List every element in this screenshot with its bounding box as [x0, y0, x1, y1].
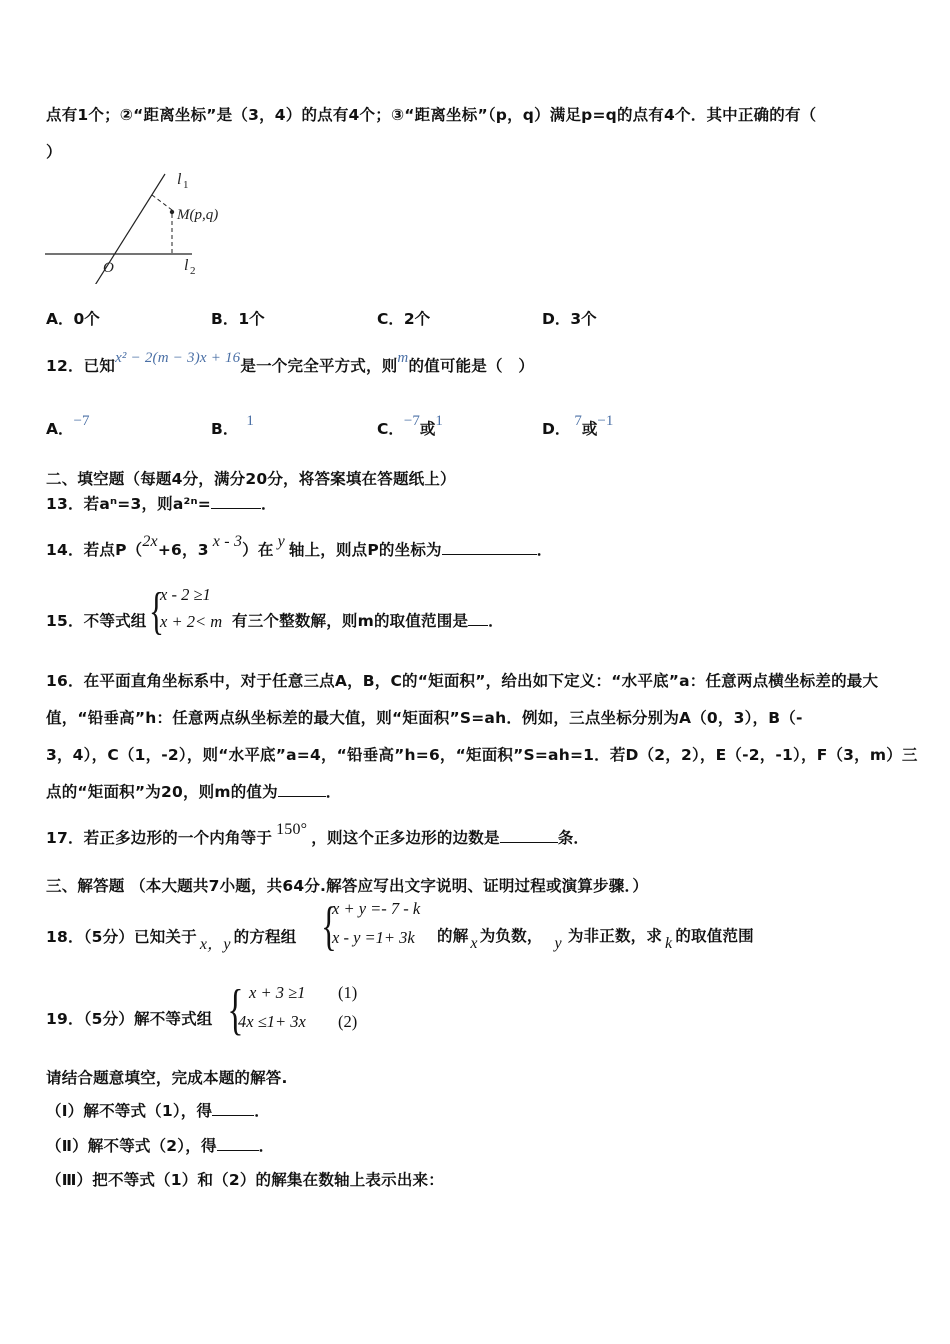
q11-option-b[interactable]: B．1个: [211, 310, 265, 328]
dashed-perp-l1: [152, 195, 172, 210]
q19-row1: x + 3 ≥1: [249, 983, 306, 1002]
q14-mid: +6，3: [157, 541, 209, 559]
q12-option-a-label: A．: [46, 420, 74, 438]
q17-end: 条．: [557, 829, 590, 847]
q17-angle: 150°: [276, 821, 308, 838]
point-m: [170, 210, 174, 214]
q19-step1-end: ．: [254, 1102, 270, 1120]
label-point-m: M(p,q): [177, 207, 219, 223]
q11-option-d[interactable]: D．3个: [542, 310, 597, 328]
q14: [46, 533, 553, 560]
q12-option-c-or: 或: [419, 420, 436, 438]
q19-step2-text: （Ⅱ）解不等式（2），得: [46, 1137, 217, 1155]
section3-title: 三、解答题 （本大题共7小题，共64分.解答应写出文字说明、证明过程或演算步骤．）: [46, 877, 649, 895]
q17-prefix: 17．若正多边形的一个内角等于: [46, 829, 273, 847]
q18-brace: {: [321, 896, 337, 956]
label-l1-sub: 1: [183, 179, 189, 191]
q11-option-c[interactable]: C．2个: [377, 310, 431, 328]
label-origin: O: [103, 260, 114, 276]
q13-end: ．: [260, 495, 277, 513]
section2-title: 二、填空题（每题4分，满分20分，将答案填在答题纸上）: [46, 470, 456, 488]
q14-suffix: 轴上，则点P的坐标为: [288, 541, 442, 559]
q12-option-b[interactable]: [211, 413, 254, 439]
q19-step2: [46, 1134, 274, 1156]
q19-step3: （Ⅲ）把不等式（1）和（2）的解集在数轴上表示出来：: [46, 1171, 444, 1189]
q19-row2: 4x ≤1+ 3x: [238, 1012, 306, 1031]
q12-option-c-value2: 1: [435, 413, 443, 429]
q16-line2: 值，“铅垂高”h：任意两点纵坐标差的最大值，则“矩面积”S=ah．例如，三点坐标分别为A（0，3），B（-: [46, 709, 803, 727]
q12-option-c-value1: −7: [403, 413, 420, 429]
q19-step2-end: ．: [258, 1137, 275, 1155]
q16-line4: [46, 780, 342, 802]
q18-vk: k: [665, 935, 673, 952]
q12-option-b-label: B．: [211, 420, 239, 438]
q13-text: 13．若aⁿ=3，则a²ⁿ=: [46, 495, 211, 513]
q16-end: ．: [325, 783, 342, 801]
q12-option-d-or: 或: [581, 420, 598, 438]
label-l2: l: [184, 257, 189, 274]
q17-suffix: ，则这个正多边形的边数是: [311, 829, 500, 847]
q14-axis: y: [277, 533, 285, 550]
q14-exponent1: 2x: [142, 533, 158, 550]
q18-vy: y: [554, 935, 562, 952]
q18-mid: 的方程组: [233, 928, 297, 946]
q18-prefix-line: [46, 924, 297, 953]
q19-prefix: 19．（5分）解不等式组: [46, 1010, 213, 1028]
q14-answer-blank[interactable]: [442, 540, 537, 555]
q12-middle: 是一个完全平方式，则: [240, 357, 398, 375]
q18-after1: 的解: [437, 927, 469, 945]
q12-var: m: [397, 350, 409, 366]
q14-prefix: 14．若点P（: [46, 541, 143, 559]
q12-suffix: 的值可能是（ ）: [408, 357, 535, 375]
q11-line2: ）: [46, 143, 62, 161]
q15-suffix: 有三个整数解，则m的取值范围是: [232, 612, 469, 630]
q15-answer-blank[interactable]: [468, 611, 488, 626]
q18-vars: x，y: [199, 936, 231, 953]
q16-line3: 3，4），C（1，-2），则“水平底”a=4，“铅垂高”h=6，“矩面积”S=ah=1．若D（2，2），E（-2，-1），F（3，m）三: [46, 746, 918, 764]
q18-vx: x: [470, 935, 478, 952]
q15-end: ．: [488, 612, 504, 630]
q12-option-a-value: −7: [73, 413, 90, 429]
q15-tail: [232, 609, 504, 631]
q17: [46, 821, 590, 848]
q17-answer-blank[interactable]: [500, 828, 558, 843]
q11-option-a[interactable]: A．0个: [46, 310, 100, 328]
q12-option-b-value: 1: [246, 413, 254, 429]
q18-row1: x + y =- 7 - k: [332, 899, 421, 918]
q15-row2: x + 2< m: [160, 612, 223, 631]
q14-after: ）在: [242, 541, 274, 559]
q19-step2-blank[interactable]: [217, 1136, 259, 1151]
q14-exponent2: x - 3: [212, 533, 243, 550]
q12-stem: [46, 350, 535, 376]
q12-option-a[interactable]: [46, 413, 90, 439]
q15-brace: {: [148, 583, 164, 640]
q18-after4: 的取值范围: [675, 927, 754, 945]
q19-step1: [46, 1099, 270, 1121]
q11-line1: 点有1个；②“距离坐标”是（3，4）的点有4个；③“距离坐标”（p，q）满足p=q的点有4个．其中正确的有（: [46, 106, 817, 124]
q14-end: ．: [536, 541, 553, 559]
q19-brace: {: [227, 979, 244, 1041]
q12-expression: x² − 2(m − 3)x + 16: [115, 350, 241, 366]
q19-row2-tag: (2): [338, 1012, 358, 1031]
q16-line1: 16．在平面直角坐标系中，对于任意三点A，B，C的“矩面积”，给出如下定义：“水平底”a：任意两点横坐标差的最大: [46, 672, 879, 690]
q18-after2: 为负数，: [479, 927, 543, 945]
q18-row2: x - y =1+ 3k: [332, 928, 415, 947]
q12-option-c[interactable]: [377, 413, 443, 439]
q12-prefix: 12．已知: [46, 357, 116, 375]
q18-tail: [437, 924, 754, 952]
q19-instruction: 请结合题意填空，完成本题的解答.: [46, 1069, 288, 1087]
q19-step1-blank[interactable]: [212, 1101, 254, 1116]
q18-prefix: 18．（5分）已知关于: [46, 928, 197, 946]
q18-after3: 为非正数，求: [567, 927, 663, 945]
q19-row1-tag: (1): [338, 983, 358, 1002]
q16-answer-blank[interactable]: [278, 782, 326, 797]
q12-option-d-label: D．: [542, 420, 571, 438]
label-l2-sub: 2: [190, 265, 196, 277]
q11-figure: [42, 164, 262, 284]
q19-step1-text: （Ⅰ）解不等式（1），得: [46, 1102, 213, 1120]
q13: [46, 492, 277, 514]
q15-prefix: 15．不等式组: [46, 612, 147, 630]
q15-row1: x - 2 ≥1: [160, 585, 211, 604]
q16-line4-text: 点的“矩面积”为20，则m的值为: [46, 783, 278, 801]
label-l1: l: [177, 171, 182, 188]
q12-option-d-value1: 7: [574, 413, 582, 429]
q12-option-c-label: C．: [377, 420, 404, 438]
q12-option-d[interactable]: [542, 413, 614, 439]
q12-option-d-value2: −1: [597, 413, 614, 429]
q13-answer-blank[interactable]: [211, 494, 261, 509]
